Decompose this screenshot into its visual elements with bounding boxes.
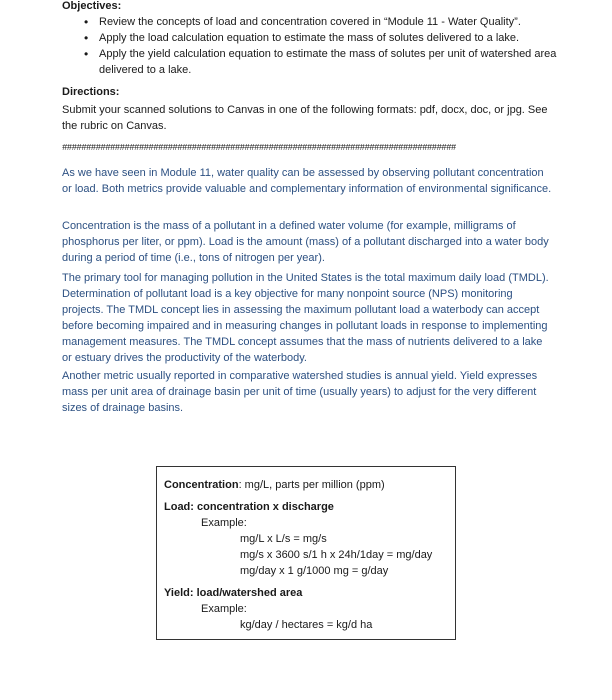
concentration-value: : mg/L, parts per million (ppm)	[238, 479, 385, 491]
objective-text: Apply the yield calculation equation to estimate the mass of solutes per unit of watershed area delivered to a lake.	[99, 48, 557, 76]
objective-text: Review the concepts of load and concentration covered in “Module 11 - Water Quality”.	[99, 16, 521, 28]
bullet-icon: •	[84, 47, 89, 61]
load-label: Load: concentration x discharge	[164, 501, 334, 513]
concentration-label: Concentration	[164, 479, 239, 491]
load-formula-line: mg/day x 1 g/1000 mg = g/day	[240, 565, 389, 577]
yield-example-label: Example:	[201, 603, 247, 615]
objective-item	[0, 30, 612, 46]
directions-heading: Directions:	[62, 86, 120, 98]
bullet-icon: •	[84, 15, 89, 29]
directions-text: Submit your scanned solutions to Canvas in one of the following formats: pdf, docx, doc, or jpg. See the rubric on Canvas.	[62, 104, 548, 132]
objective-item	[0, 14, 612, 30]
formula-box	[156, 466, 456, 640]
separator-line: ##################################################################################	[62, 143, 456, 153]
objective-text: Apply the load calculation equation to estimate the mass of solutes delivered to a lake.	[99, 32, 520, 44]
concentration-line	[164, 479, 385, 491]
paragraph-concentration: Concentration is the mass of a pollutant in a defined water volume (for example, milligrams of phosphorus per liter, or ppm). Load is the amount (mass) of a pollutant discharged into a water body during a period of time (i.e., tons of nitrogen per year).	[62, 220, 549, 264]
yield-label: Yield: load/watershed area	[164, 587, 303, 599]
load-example-label: Example:	[201, 517, 247, 529]
paragraph-yield: Another metric usually reported in comparative watershed studies is annual yield. Yield expresses mass per unit area of drainage basin per unit of time (usually years) to adjust for the very different sizes of drainage basins.	[62, 370, 538, 414]
paragraph-intro: As we have seen in Module 11, water quality can be assessed by observing pollutant concentration or load. Both metrics provide valuable and complementary information of environmental significance.	[62, 167, 552, 195]
load-formula-line: mg/s x 3600 s/1 h x 24h/1day = mg/day	[240, 549, 433, 561]
objective-item	[0, 46, 612, 78]
bullet-icon: •	[84, 31, 89, 45]
paragraph-tmdl: The primary tool for managing pollution in the United States is the total maximum daily load (TMDL). Determination of pollutant load is a key objective for many nonpoint source (NPS) monitoring projects. The TMDL concept lies in assessing the maximum pollutant load a waterbody can accept before becoming impaired and in measuring changes in pollutant loads in response to implementing management measures. The TMDL concept assumes that the mass of nutrients delivered to a lake or estuary drives the productivity of the waterbody.	[62, 272, 549, 364]
objectives-heading: Objectives:	[62, 0, 122, 12]
yield-formula-line: kg/day / hectares = kg/d ha	[240, 619, 373, 631]
objectives-list	[0, 14, 612, 78]
load-formula-line: mg/L x L/s = mg/s	[240, 533, 327, 545]
